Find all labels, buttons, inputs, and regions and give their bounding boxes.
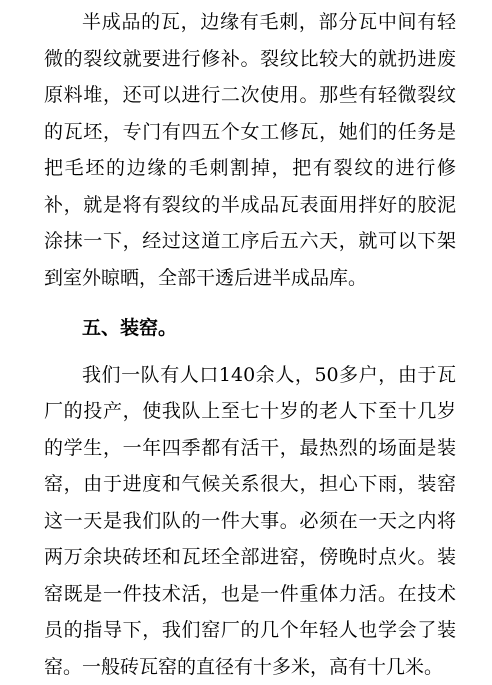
section-heading-kiln-loading: 五、装窑。 — [44, 296, 456, 357]
paragraph-kiln-loading: 我们一队有人口140余人，50多户，由于瓦厂的投产，使我队上至七十岁的老人下至十几岁的学生，一年四季都有活干，最热烈的场面是装窑，由于进度和气候关系很大，担心下雨，装窑这一天是我们队的一件大事。必须在一天之内将两万余块砖坯和瓦坯全部进窑，傍晚时点火。装窑既是一件技术活，也是一件重体力活。在技术员的指导下，我们窑厂的几个年轻人也学会了装窑。一般砖瓦窑的直径有十多米，高有十几米。 — [44, 357, 456, 685]
paragraph-tile-repair: 半成品的瓦，边缘有毛刺，部分瓦中间有轻微的裂纹就要进行修补。裂纹比较大的就扔进废原料堆，还可以进行二次使用。那些有轻微裂纹的瓦坯，专门有四五个女工修瓦，她们的任务是把毛坯的边缘的毛刺割掉，把有裂纹的进行修补，就是将有裂纹的半成品瓦表面用拌好的胶泥涂抹一下，经过这道工序后五六天，就可以下架到室外晾晒，全部干透后进半成品库。 — [44, 0, 456, 296]
document-body — [44, 0, 456, 685]
